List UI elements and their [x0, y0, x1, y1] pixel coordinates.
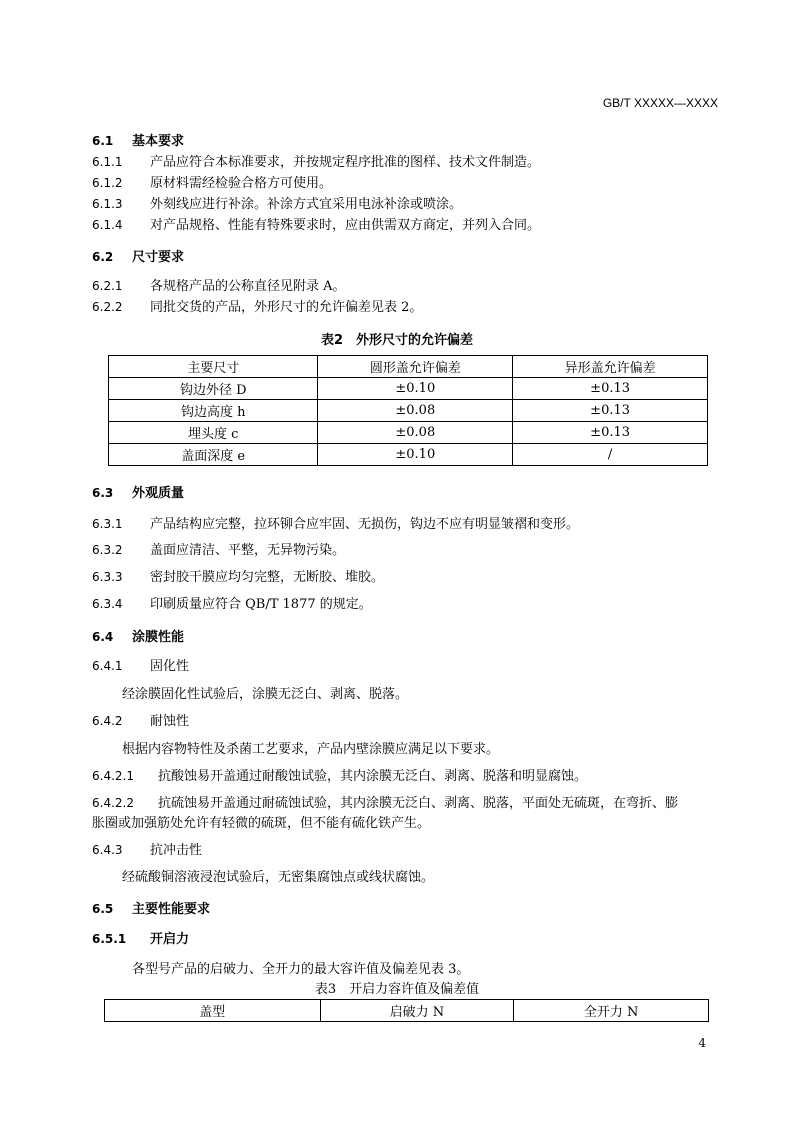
table-cell: ±0.13	[513, 378, 708, 400]
clause-number: 6.4.2	[92, 714, 123, 728]
clause-6-4-2-1	[92, 765, 587, 784]
section-number: 6.2	[92, 250, 114, 264]
section-title: 主要性能要求	[132, 902, 211, 917]
table-row	[109, 400, 708, 422]
clause-6-5-1-heading	[92, 928, 189, 947]
clause-number: 6.1.3	[92, 197, 123, 211]
clause-text: 各规格产品的公称直径见附录 A。	[150, 279, 346, 294]
clause-title: 开启力	[150, 932, 190, 947]
clause-6-1-3	[92, 193, 462, 212]
section-number: 6.3	[92, 486, 114, 500]
section-number: 6.1	[92, 134, 114, 148]
table-3-caption: 表3 开启力容许值及偏差值	[314, 982, 480, 997]
table-cell: 钩边高度 h	[109, 400, 318, 422]
clause-6-1-1	[92, 151, 540, 170]
clause-number: 6.4.2.2	[92, 796, 134, 810]
table-2-caption: 表2 外形尺寸的允许偏差	[320, 333, 474, 348]
clause-6-3-1	[92, 513, 579, 532]
section-title: 外观质量	[132, 486, 185, 501]
clause-number: 6.1.4	[92, 218, 123, 232]
section-title: 尺寸要求	[132, 250, 185, 265]
section-title: 涂膜性能	[132, 630, 185, 645]
section-6-1-heading	[92, 130, 184, 149]
clause-6-4-3-heading	[92, 839, 202, 858]
clause-number: 6.3.3	[92, 570, 123, 584]
table-row	[109, 444, 708, 466]
clause-text: 外刻线应进行补涂。补涂方式宜采用电泳补涂或喷涂。	[150, 197, 463, 212]
table-cell: ±0.08	[318, 422, 513, 444]
table-cell: 钩边外径 D	[109, 378, 318, 400]
clause-title: 耐蚀性	[150, 714, 190, 729]
clause-text: 印刷质量应符合 QB/T 1877 的规定。	[150, 597, 372, 612]
clause-6-4-3-body: 经硫酸铜溶液浸泡试验后，无密集腐蚀点或线状腐蚀。	[122, 870, 435, 885]
clause-text: 对产品规格、性能有特殊要求时，应由供需双方商定，并列入合同。	[150, 218, 541, 233]
clause-text: 抗酸蚀易开盖通过耐酸蚀试验，其内涂膜无泛白、剥离、脱落和明显腐蚀。	[158, 769, 588, 784]
table-row	[109, 422, 708, 444]
section-number: 6.5	[92, 902, 114, 916]
table-cell: 盖面深度 e	[109, 444, 318, 466]
table-header-cell: 主要尺寸	[109, 356, 318, 378]
clause-number: 6.4.2.1	[92, 769, 134, 783]
clause-6-4-2-2	[92, 792, 678, 811]
clause-6-3-2	[92, 539, 345, 558]
document-code-header: GB/T XXXXX—XXXX	[602, 96, 718, 110]
clause-6-3-4	[92, 593, 372, 612]
clause-6-1-2	[92, 172, 332, 191]
clause-text: 同批交货的产品，外形尺寸的允许偏差见表 2。	[150, 300, 423, 315]
clause-number: 6.3.1	[92, 517, 123, 531]
table-cell: ±0.13	[513, 422, 708, 444]
clause-title: 固化性	[150, 659, 190, 674]
clause-text: 产品应符合本标准要求，并按规定程序批准的图样、技术文件制造。	[150, 155, 541, 170]
clause-number: 6.5.1	[92, 932, 127, 946]
clause-number: 6.1.1	[92, 155, 123, 169]
table-header-row	[105, 1000, 709, 1022]
clause-6-4-1-body: 经涂膜固化性试验后，涂膜无泛白、剥离、脱落。	[122, 687, 409, 702]
table-cell: ±0.08	[318, 400, 513, 422]
section-6-4-heading	[92, 626, 184, 645]
section-6-2-heading	[92, 246, 184, 265]
clause-number: 6.2.2	[92, 300, 123, 314]
clause-title: 抗冲击性	[150, 843, 203, 858]
table-cell: 埋头度 c	[109, 422, 318, 444]
table-header-cell: 启破力 N	[320, 1000, 514, 1022]
table-cell: ±0.10	[318, 444, 513, 466]
clause-number: 6.3.2	[92, 543, 123, 557]
table-header-cell: 圆形盖允许偏差	[318, 356, 513, 378]
clause-text: 产品结构应完整，拉环铆合应牢固、无损伤，钩边不应有明显皱褶和变形。	[150, 517, 580, 532]
table-row	[109, 378, 708, 400]
table-cell: ±0.13	[513, 400, 708, 422]
section-title: 基本要求	[132, 134, 185, 149]
table-3	[104, 999, 709, 1022]
clause-6-4-1-heading	[92, 655, 189, 674]
clause-text: 抗硫蚀易开盖通过耐硫蚀试验，其内涂膜无泛白、剥离、脱落，平面处无硫斑，在弯折、膨	[158, 796, 679, 811]
clause-number: 6.2.1	[92, 279, 123, 293]
clause-6-3-3	[92, 566, 384, 585]
table-cell: ±0.10	[318, 378, 513, 400]
clause-6-2-1	[92, 275, 346, 294]
section-number: 6.4	[92, 630, 114, 644]
clause-number: 6.4.1	[92, 659, 123, 673]
clause-text: 原材料需经检验合格方可使用。	[150, 176, 333, 191]
table-header-cell: 全开力 N	[514, 1000, 709, 1022]
table-cell: /	[513, 444, 708, 466]
clause-6-1-4	[92, 214, 540, 233]
clause-text: 盖面应清洁、平整，无异物污染。	[150, 543, 346, 558]
table-header-row	[109, 356, 708, 378]
section-6-3-heading	[92, 482, 184, 501]
page-number: 4	[698, 1036, 706, 1050]
clause-6-5-1-body: 各型号产品的启破力、全开力的最大容许值及偏差见表 3。	[132, 962, 470, 977]
table-2	[108, 355, 708, 466]
clause-number: 6.1.2	[92, 176, 123, 190]
clause-6-4-2-body: 根据内容物特性及杀菌工艺要求，产品内壁涂膜应满足以下要求。	[122, 742, 500, 757]
table-header-cell: 盖型	[105, 1000, 321, 1022]
clause-number: 6.4.3	[92, 843, 123, 857]
clause-6-4-2-heading	[92, 710, 189, 729]
clause-text: 密封胶干膜应均匀完整，无断胶、堆胶。	[150, 570, 385, 585]
clause-6-2-2	[92, 296, 422, 315]
section-6-5-heading	[92, 898, 210, 917]
clause-number: 6.3.4	[92, 597, 123, 611]
clause-6-4-2-2-continued: 胀圈或加强筋处允许有轻微的硫斑，但不能有硫化铁产生。	[92, 816, 431, 831]
table-header-cell: 异形盖允许偏差	[513, 356, 708, 378]
